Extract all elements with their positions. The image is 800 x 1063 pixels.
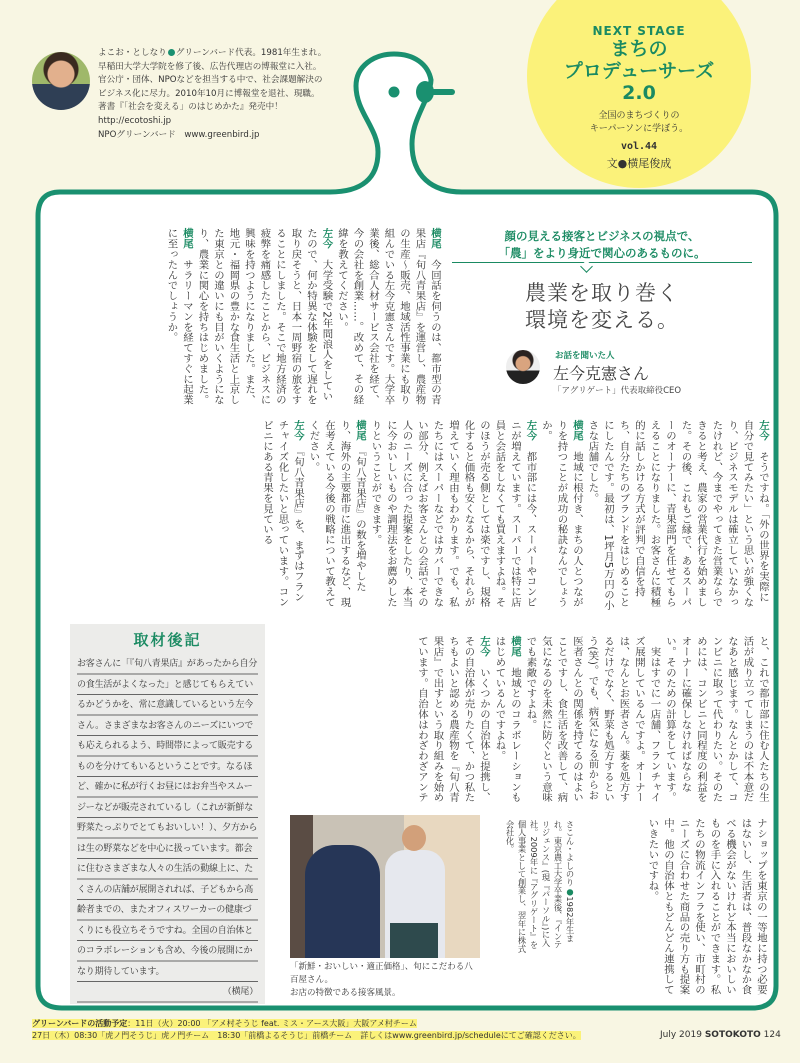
footer-schedule: グリーンバードの活動予定：11日（火）20:00 「アメ村そうじ feat. ミス・アース大阪」大阪アメ村チーム 27日（木）08:30「虎ノ門そうじ」虎ノ門チーム 18:30「前橋よるそうじ」前橋チーム 詳しくはwww.greenbird.jp/scheduleにてご確認ください。 <box>32 1019 581 1040</box>
paragraph-text: 地域とのコラボレーションもはじめているんですよね。 <box>493 636 521 803</box>
green-dot-icon <box>168 49 175 56</box>
paragraph-text: そうですね。「外の世界を実際に自分で見てみたい」という思いが強くなり、ビジネスモデルは確立していなかったけれど、今までやってきた営業ならできると考え、農家の営業代行を始めました。その後、これもご縁で、あるスーパーのオーナーに、青果部門を任せてもらえることになりました。お客さんに積極的に話しかける方式が評判で自信を持ち、自分たちのブランドをはじめることにしたんです。最初は、1坪月5万円の小さな店舗でした。 <box>586 420 769 611</box>
series-subtitle: 全国のまちづくりの キーパーソンに学ぼう。 <box>589 111 689 134</box>
divider <box>452 262 752 263</box>
speaker-label: 横尾 <box>181 228 193 249</box>
series-badge: NEXT STAGE まちの プロデューサーズ 2.0 全国のまちづくりの キーパーソンに学ぼう。 vol.44 文●横尾俊成 <box>527 0 751 188</box>
interview-paragraph <box>163 228 194 410</box>
interviewee-role: 「アグリゲート」代表取締役CEO <box>553 386 682 396</box>
interviewee-label: お話を聞いた人 <box>555 351 615 361</box>
speaker-label: 左今 <box>478 636 490 657</box>
paragraph-text: 地域に根付き、まちの人とつながりを持つことが成功の秘訣なんでしょうか。 <box>540 420 583 608</box>
interview-paragraph <box>491 636 522 808</box>
interview-paragraph <box>414 636 492 808</box>
speaker-label: 左今 <box>320 228 333 249</box>
paragraph-text: いくつかの自治体と提携し、その自治体が売りたくて、かつ私たちもよいと認める農産物を『旬八青果店』で出すという取り組みを始めています。自治体はわざわざアンテ <box>416 636 490 803</box>
interviewee-name: 左今克憲さん <box>553 364 650 383</box>
author-avatar <box>32 52 90 110</box>
paragraph-text: 実はすでに一店舗、フランチャイズ展開しているんですよ。オーナーは、なんとお医者さん。薬を処方するだけでなく、野菜も処方するという(笑)。でも、病気になる前からお医者さんとの関係を持てるのはよいことですし、食生活を改善して、病気になるのを未然に防ぐという意味でも素敵ですよね。 <box>524 636 661 803</box>
interview-paragraph <box>662 636 771 808</box>
shop-photo <box>290 815 480 958</box>
speaker-label: 横尾 <box>354 420 366 441</box>
speaker-label: 左今 <box>292 420 304 441</box>
speaker-label: 左今 <box>524 420 537 441</box>
interview-block-lower <box>288 636 770 808</box>
afterword-signature: （横尾） <box>222 987 258 997</box>
interviewee-avatar <box>506 350 540 384</box>
interview-block-middle <box>64 420 770 612</box>
paragraph-text: と、これで都市部に住む人たちの生活が成り立ってしまうのは不本意だなあと感じます。なんとかして、コンビニに取って代わりたい。そのためには、コンビニと同程度の利益をオーナーに確保しなければならない。そのための計算をしています。 <box>664 636 769 803</box>
series-volume: vol.44 <box>620 141 658 152</box>
bird-eye-icon <box>389 87 400 98</box>
interview-block-upper <box>64 228 442 410</box>
series-author: 文●横尾俊成 <box>606 157 672 170</box>
speaker-label: 左今 <box>757 420 769 441</box>
paragraph-text: ナショップを東京の一等地に持つ必要はないし、生活者は、普段なかなか食べる機会がないけれど本当においしいものを手に入れることができます。私たちの物流インフラを使い、市町村のニーズに合わせた商品の売り方も提案中。他の自治体ともどんどん連携していきたいですね。 <box>646 818 767 995</box>
interview-paragraph <box>367 420 538 612</box>
paragraph-text: 『旬八青果店』を、まずはフランチャイズ化したいと思っています。コンビニにある青果を見ている <box>261 420 304 608</box>
interview-paragraph <box>522 636 662 808</box>
paragraph-text: サラリーマンを経てすぐに起業に至ったんでしょうか。 <box>165 228 193 405</box>
speaker-label: 横尾 <box>571 420 583 441</box>
interviewee-bio: さこん・よしのり●1982年生まれ。東京農工大学卒業後、『インテリジェンス』(現『パーソル』)に入社。2009年に『アグリゲート』を個人事業として創業し、翌年に株式会社化。 <box>505 820 575 953</box>
author-bio: よこお・としなり グリーンバード代表。1981年生まれ。早稲田大学大学院を修了後、広告代理店の博報堂に入社。官公庁・団体、NPOなどを担当する中で、社会課題解決のビジネス化に尽力。2010年10月に博報堂を退社、現職。著書『「社会を変える」のはじめかた』発売中！ http://ecotoshi.jp NPOグリーンバード www.greenbird.jp <box>98 48 327 140</box>
article-lead: 顔の見える接客とビジネスの視点で、 「農」をより身近で関心のあるものに。 <box>498 229 706 260</box>
interview-paragraph <box>259 420 306 612</box>
paragraph-text: 大学受験で2年間浪人をしていたので、何か特異な体験をして遅れを取り戻そうと、日本一周野宿の旅をすることにしました。そこで地方経済の疲弊を痛感したことから、ビジネスに興味を持つようになりました。また、地元・福岡県の豊かな食生活と上京した東京との違いにも目がいくようになり、農業に関心を持ちはじめました。 <box>196 228 333 405</box>
paragraph-text: 今回話を伺うのは、都市型の青果店『旬八青果店』を運営し、農産物の生産〜販売、地域活性事業にも取り組んでいる左今克憲さんです。大学卒業後、総合人材サービス会社を経て、今の会社を創業……。改めて、その経緯を教えてください。 <box>336 228 441 405</box>
speaker-label: 横尾 <box>509 636 521 657</box>
interview-paragraph <box>644 818 768 998</box>
interview-paragraph <box>584 420 770 612</box>
interview-paragraph <box>334 228 443 410</box>
article-title: 農業を取り巻く 環境を変える。 <box>525 281 679 332</box>
speaker-label: 横尾 <box>429 228 441 249</box>
interview-paragraph <box>305 420 367 612</box>
photo-caption: 「新鮮・おいしい・適正価格」、旬にこだわる八百屋さん。 お店の特徴である接客風景。 <box>290 962 473 998</box>
page-info: July 2019 SOTOKOTO 124 <box>660 1030 781 1040</box>
interview-paragraph <box>194 228 334 410</box>
interview-block-bottom <box>606 818 768 998</box>
author-org: NPOグリーンバード www.greenbird.jp <box>98 129 260 140</box>
afterword-title: 取材後記 <box>133 631 202 649</box>
paragraph-text: 『旬八青果店』の数を増やしたり、海外の主要都市に進出するなど、現在考えている今後の戦略について教えてください。 <box>307 420 366 608</box>
afterword-body: お客さんに「『旬八青果店』があったから自分の食生活がよくなった」と感じてもらえているかどうかを、常に意識しているという左今さん。さまざまなお客さんのニーズにいつでも応えられるよう、時間帯によって販売するものを分けてもいるということです。なるほど、確かに私が行くお昼にはお弁当やスムージーなどが販売されているし（これが新鮮な野菜たっぷりでとてもおいしい！）、夕方からは生の野菜などを中心に扱っています。都会に住むさまざまな人々の生活の動線上に、たくさんの店舗が展開されれば、子どもから高齢者までの、またオフィスワーカーの健康づくりにも役立ちそうですね。全国の自治体とのコラボレーションも含め、今後の展開にかなり期待しています。 <box>77 659 258 977</box>
interview-paragraph <box>538 420 585 612</box>
paragraph-text: 都市部には今、スーパーやコンビニが増えています。スーパーでは特に店員と会話をしなくても買えますよね。そのほうが売る側としては楽ですし、規格化すると価格も安くなるから、それらが増えていく理由もわかります。でも、私たちにはスーパーなどではカバーできない部分、例えばお客さんとの会話でその人のニーズに合った提案をしたり、本当に今おいしいものや調理法をお薦めしたりということができます。 <box>369 420 537 608</box>
afterword-box <box>70 624 265 1004</box>
